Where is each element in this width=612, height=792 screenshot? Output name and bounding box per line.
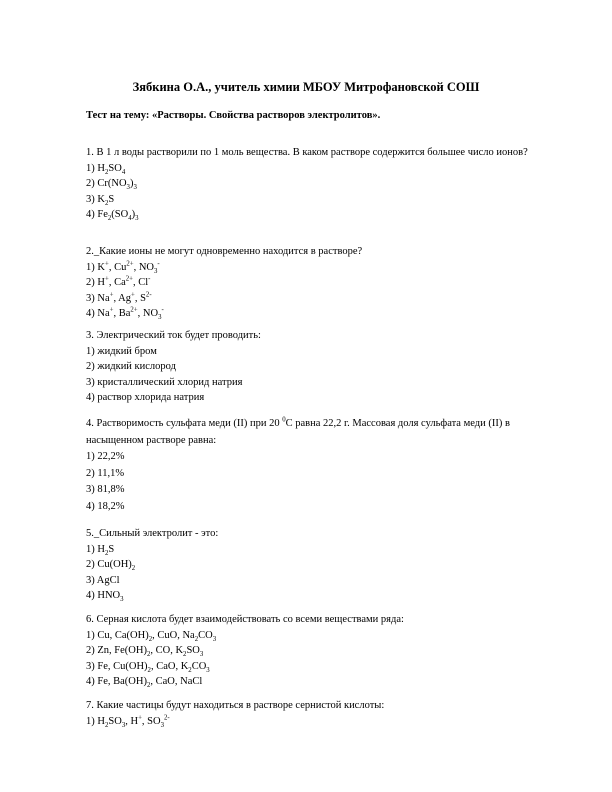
question-text: 7. Какие частицы будут находиться в растворе сернистой кислоты: xyxy=(86,700,385,711)
answer-option: 4) $HNO_3$ xyxy=(86,590,124,604)
answer-option: 3) кристаллический хлорид натрия xyxy=(86,376,243,388)
answer-option: 4) Fe, $Ba(OH)_2$, CaO, NaCl xyxy=(86,676,203,690)
question-3 xyxy=(86,328,566,406)
answer-option: 4) Na+, $Ba^{2+}$, $NO_3^-$ xyxy=(86,306,164,322)
answer-option: 2) H+, $Ca^{2+}$, Cl- xyxy=(86,275,151,288)
answer-option: 1) $H_2S$ xyxy=(86,543,115,557)
question-1 xyxy=(86,145,566,223)
answer-option: 4) раствор хлорида натрия xyxy=(86,392,205,403)
answer-option: 1) жидкий бром xyxy=(86,345,157,357)
answer-option: 1) Cu, $Ca(OH)_2$, CuO, $Na_2CO_3$ xyxy=(86,629,217,643)
answer-option: 2) Zn, $Fe(OH)_2$, CO, $K_2SO_3$ xyxy=(86,645,204,659)
answer-option: 2) жидкий кислород xyxy=(86,361,176,372)
page-title: Зябкина О.А., учитель химии МБОУ Митрофановской СОШ xyxy=(132,80,480,94)
answer-option: 3) 81,8% xyxy=(86,484,125,495)
question-2 xyxy=(86,244,566,322)
question-text: 6. Серная кислота будет взаимодействовать со всеми веществами ряда: xyxy=(86,614,404,625)
test-subtitle: Тест на тему: «Растворы. Свойства растворов электролитов». xyxy=(86,110,381,121)
answer-option: 1) 22,2% xyxy=(86,451,125,462)
question-text: 3. Электрический ток будет проводить: xyxy=(86,330,261,341)
question-4 xyxy=(86,416,566,515)
answer-option: 4) $Fe_2(SO_4)_3$ xyxy=(86,209,139,223)
answer-option: 1) K+, $Cu^{2+}$, $NO_3^-$ xyxy=(86,260,160,275)
question-6 xyxy=(86,612,566,690)
answer-option: 2) $Cu(OH)_2$ xyxy=(86,559,136,573)
question-5 xyxy=(86,526,566,604)
question-text: 5._Сильный электролит - это: xyxy=(86,528,219,539)
question-7 xyxy=(86,698,566,729)
answer-option: 4) 18,2% xyxy=(86,500,125,512)
question-text: 2._Какие ионы не могут одновременно находится в растворе? xyxy=(86,246,363,257)
answer-option: 2) 11,1% xyxy=(86,467,125,479)
answer-option: 3) Fe, $Cu(OH)_2$, CaO, $K_2CO_3$ xyxy=(86,660,210,674)
answer-option: 1) $H_2SO_4$ xyxy=(86,162,126,176)
answer-option: 3) AgCl xyxy=(86,574,120,586)
answer-option: 1) $H_2SO_3$, H+, $SO_3^{2-}$ xyxy=(86,714,170,729)
question-text: 1. В 1 л воды растворили по 1 моль вещества. В каком растворе содержится большее число ионов? xyxy=(86,147,528,158)
answer-option: 3) Na+, Ag+, $S^{2-}$ xyxy=(86,291,152,304)
answer-option: 3) $K_2S$ xyxy=(86,193,115,207)
question-text: 4. Растворимость сульфата меди (II) при 20 $^0$С равна 22,2 г. Массовая доля сульфата меди (II) в насыщенном растворе равна: xyxy=(86,416,510,446)
answer-option: 2) $Cr(NO_3)_3$ xyxy=(86,178,137,192)
